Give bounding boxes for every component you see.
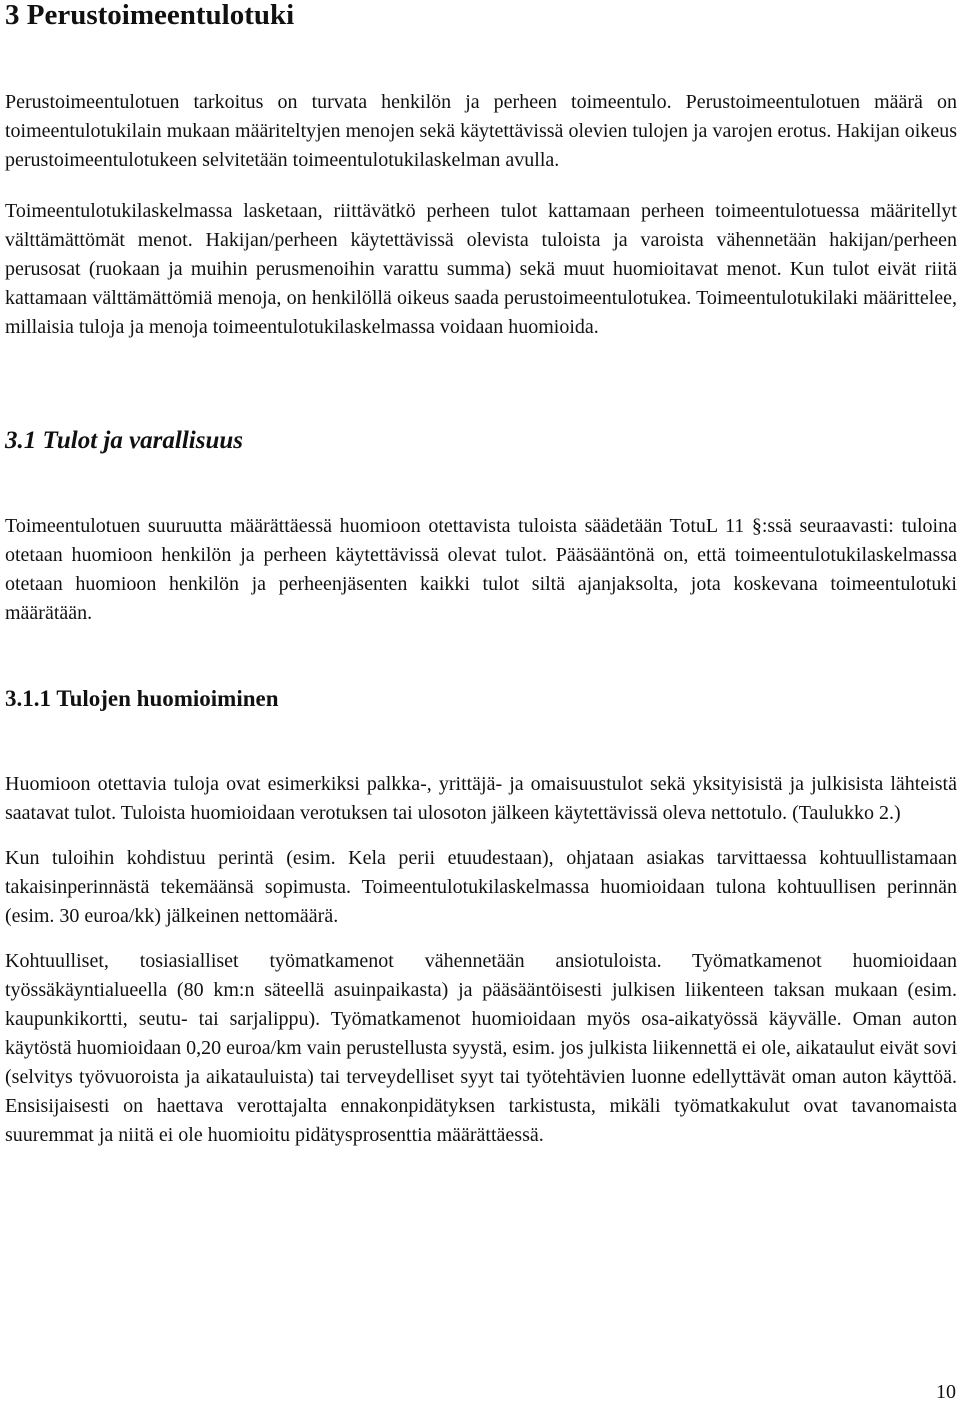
chapter-heading: 3 Perustoimeentulotuki [5,0,295,31]
paragraph-income-rules: Toimeentulotuen suuruutta määrättäessä huomioon otettavista tuloista säädetään TotuL 11 §:ssä seuraavasti: tuloina otetaan huomioon henkilön ja perheen käytettävissä olevat tulot. Pääsääntönä on, että toimeentulotukilaskelmassa otetaan huomioon henkilön ja perheenjäsenten kaikki tulot siltä ajanjaksolta, jota koskevana toimeentulotuki määrätään. [5,515,957,624]
subsection-heading-income-consideration: 3.1.1 Tulojen huomioiminen [5,686,279,711]
paragraph-purpose: Perustoimeentulotuen tarkoitus on turvata henkilön ja perheen toimeentulo. Perustoimeentulotuen määrä on toimeentulotukilain mukaan määriteltyjen menojen sekä käytettävissä olevien tulojen ja varojen erotus. Hakijan oikeus perustoimeentulotukeen selvitetään toimeentulotukilaskelman avulla. [5,91,957,171]
page-number: 10 [936,1381,956,1403]
paragraph-income-types: Huomioon otettavia tuloja ovat esimerkiksi palkka-, yrittäjä- ja omaisuustulot sekä yksityisistä ja julkisista lähteistä saatavat tulot. Tuloista huomioidaan verotuksen tai ulosoton jälkeen käytettävissä oleva nettotulo. (Taulukko 2.) [5,773,957,824]
paragraph-calculation: Toimeentulotukilaskelmassa lasketaan, riittävätkö perheen tulot kattamaan perheen toimeentulotuessa määritellyt välttämättömät menot. Hakijan/perheen käytettävissä olevista tuloista ja varoista vähennetään hakijan/perheen perusosat (ruokaan ja muihin perusmenoihin varattu summa) sekä muut huomioitavat menot. Kun tulot eivät riitä kattamaan välttämättömiä menoja, on henkilöllä oikeus saada perustoimeentulotukea. Toimeentulotukilaki määrittelee, millaisia tuloja ja menoja toimeentulotukilaskelmassa voidaan huomioida. [5,200,957,338]
paragraph-recovery: Kun tuloihin kohdistuu perintä (esim. Kela perii etuudestaan), ohjataan asiakas tarvittaessa kohtuullistamaan takaisinperinnästä tekemäänsä sopimusta. Toimeentulotukilaskelmassa huomioidaan tulona kohtuullisen perinnän (esim. 30 euroa/kk) jälkeinen nettomäärä. [5,847,957,927]
section-heading-income-assets: 3.1 Tulot ja varallisuus [5,427,244,454]
paragraph-commuting-costs: Kohtuulliset, tosiasialliset työmatkamenot vähennetään ansiotuloista. Työmatkamenot huomioidaan työssäkäyntialueella (80 km:n säteellä asuinpaikasta) ja pääsääntöisesti julkisen liikenteen taksan mukaan (esim. kaupunkikortti, seutu- tai sarjalippu). Työmatkamenot huomioidaan myös osa-aikatyössä käyvälle. Oman auton käytöstä huomioidaan 0,20 euroa/km vain perustellusta syystä, esim. jos julkista liikennettä ei ole, aikataulut eivät sovi (selvitys työvuoroista ja aikatauluista) tai terveydelliset syyt tai työtehtävien luonne edellyttävät oman auton käyttöä. Ensisijaisesti on haettava verottajalta ennakonpidätyksen tarkistusta, mikäli työmatkakulut ovat tavanomaista suuremmat ja niitä ei ole huomioitu pidätysprosenttia määrättäessä. [5,950,957,1146]
